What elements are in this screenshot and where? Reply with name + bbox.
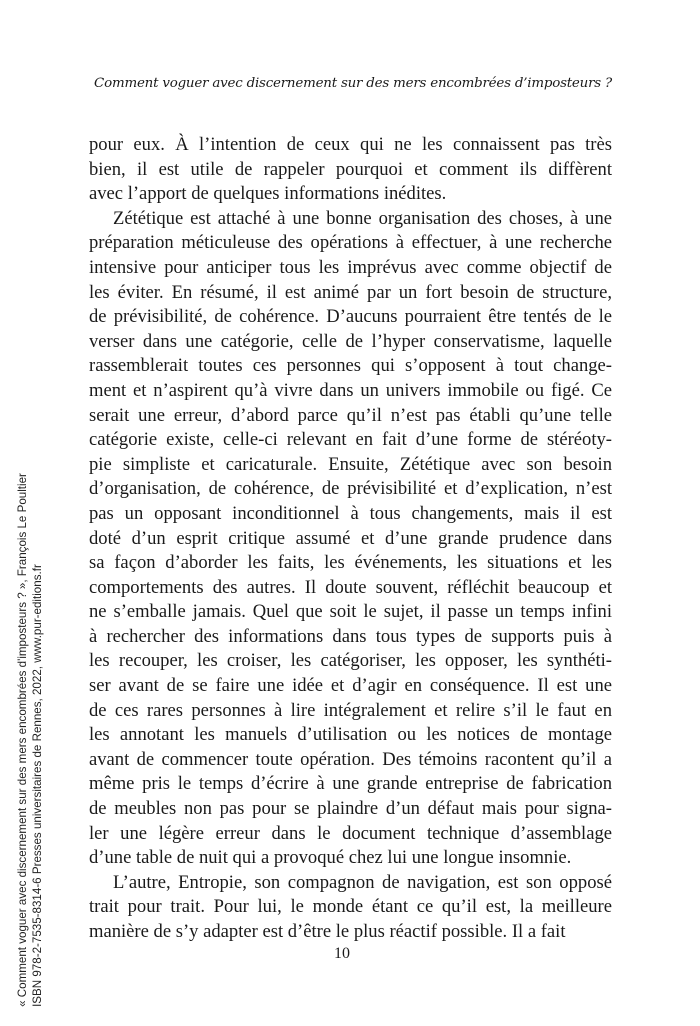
text-line: Zététique est attaché à une bonne organisation des choses, à une bbox=[113, 207, 612, 229]
text-line: rassemblerait toutes ces personnes qui s’opposent à tout change- bbox=[89, 355, 612, 377]
page-number: 10 bbox=[334, 945, 350, 962]
text-line: ment et n’aspirent qu’à vivre dans un univers immobile ou figé. Ce bbox=[89, 379, 612, 401]
text-line: ler une légère erreur dans le document technique d’assemblage bbox=[89, 822, 612, 844]
text-line: d’organisation, de cohérence, de prévisibilité et d’explication, n’est bbox=[89, 478, 612, 500]
text-line: sa façon d’aborder les faits, les événements, les situations et les bbox=[89, 552, 612, 574]
text-line: catégorie existe, celle-ci relevant en fait d’une forme de stéréoty- bbox=[89, 429, 612, 451]
text-line: ser avant de se faire une idée et d’agir en conséquence. Il est une bbox=[89, 675, 612, 697]
text-line: avec l’apport de quelques informations inédites. bbox=[89, 183, 447, 205]
text-line: comportements des autres. Il doute souvent, réfléchit beaucoup et bbox=[89, 576, 612, 598]
text-line: doté d’un esprit critique assumé et d’une grande prudence dans bbox=[89, 527, 612, 549]
text-line: à rechercher des informations dans tous types de supports puis à bbox=[89, 625, 612, 647]
text-line: de prévisibilité, de cohérence. D’aucuns pourraient être tentés de le bbox=[89, 306, 612, 328]
text-line: avant de commencer toute opération. Des témoins racontent qu’il a bbox=[89, 748, 612, 770]
side-notice-line-1: « Comment voguer avec discernement sur des mers encombrées d'imposteurs ? », François Le Poultier bbox=[16, 473, 29, 1007]
text-line: L’autre, Entropie, son compagnon de navigation, est son opposé bbox=[113, 871, 612, 893]
text-line: pour eux. À l’intention de ceux qui ne les connaissent pas très bbox=[89, 134, 612, 155]
text-line: d’une table de nuit qui a provoqué chez lui une longue insomnie. bbox=[89, 847, 572, 869]
text-line: préparation méticuleuse des opérations à effectuer, à une recherche bbox=[89, 232, 612, 254]
page-number-container bbox=[0, 945, 700, 963]
text-line: pie simpliste et caricaturale. Ensuite, Zététique avec son besoin bbox=[89, 453, 612, 475]
text-line: les recouper, les croiser, les catégoriser, les opposer, les synthéti- bbox=[89, 650, 612, 672]
text-line: de ces rares personnes à lire intégralement et relire s’il le faut en bbox=[89, 699, 612, 721]
text-line: ne s’emballe jamais. Quel que soit le sujet, il passe un temps infini bbox=[89, 601, 612, 623]
text-line: serait une erreur, d’abord parce qu’il n’est pas établi qu’une telle bbox=[89, 404, 612, 426]
body-text bbox=[89, 133, 612, 945]
side-notice-line-2: ISBN 978-2-7535-8314-6 Presses universitaires de Rennes, 2022, www.pur-editions.fr bbox=[31, 564, 44, 1007]
text-line: pas un opposant inconditionnel à tous changements, mais il est bbox=[89, 502, 612, 524]
text-line: verser dans une catégorie, celle de l’hyper conservatisme, laquelle bbox=[89, 330, 612, 352]
text-line: bien, il est utile de rappeler pourquoi et comment ils diffèrent bbox=[89, 158, 612, 180]
text-line: trait pour trait. Pour lui, le monde étant ce qu’il est, la meilleure bbox=[89, 896, 612, 918]
text-line: manière de s’y adapter est d’être le plus réactif possible. Il a fait bbox=[89, 921, 566, 942]
text-line: intensive pour anticiper tous les imprévus avec comme objectif de bbox=[89, 256, 612, 278]
text-line: même pris le temps d’écrire à une grande entreprise de fabrication bbox=[89, 773, 612, 795]
text-line: les éviter. En résumé, il est animé par un fort besoin de structure, bbox=[89, 281, 612, 303]
running-header: Comment voguer avec discernement sur des mers encombrées d’imposteurs ? bbox=[94, 76, 612, 91]
text-line: les annotant les manuels d’utilisation ou les notices de montage bbox=[89, 724, 612, 746]
text-line: de meubles non pas pour se plaindre d’un défaut mais pour signa- bbox=[89, 798, 612, 820]
